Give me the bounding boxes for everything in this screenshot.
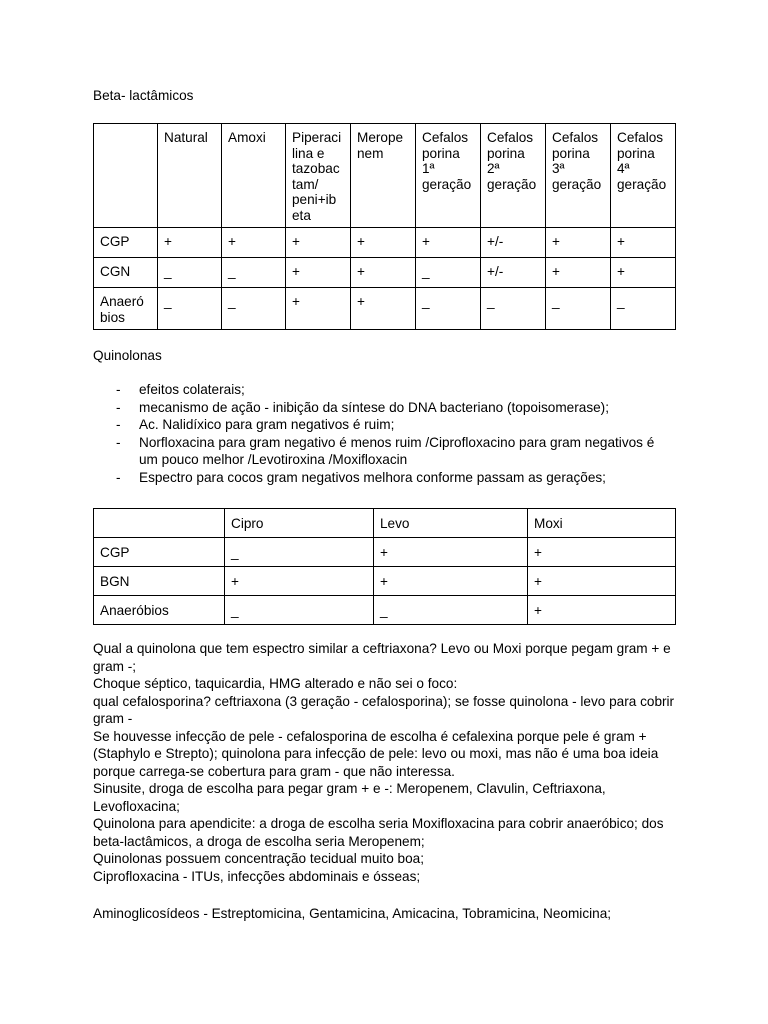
table-row xyxy=(94,288,676,330)
table-row xyxy=(94,596,676,625)
table-cell: Anaeróbios xyxy=(94,596,225,625)
table-cell: + xyxy=(286,288,351,330)
table-cell: CGN xyxy=(94,258,158,288)
table-cell: + xyxy=(351,228,416,258)
table-cell: + xyxy=(374,538,528,567)
table-cell xyxy=(94,509,225,538)
note-paragraph: Qual a quinolona que tem espectro similar a ceftriaxona? Levo ou Moxi porque pegam gram + e gram -; xyxy=(93,641,671,674)
note-paragraph: Quinolona para apendicite: a droga de escolha seria Moxifloxacina para cobrir anaeróbico; dos beta-lactâmicos, a droga de escolha seria Meropenem; xyxy=(93,816,664,849)
list-item: - efeitos colaterais; xyxy=(93,381,675,399)
table-cell: Anaeró bios xyxy=(94,288,158,330)
aminoglicosideos-line: Aminoglicosídeos - Estreptomicina, Gentamicina, Amicacina, Tobramicina, Neomicina; xyxy=(93,906,612,921)
table-header-cell: Moxi xyxy=(528,509,676,538)
table-row xyxy=(94,567,676,596)
table-cell: _ xyxy=(158,258,222,288)
table-cell: + xyxy=(374,567,528,596)
note-paragraph: Sinusite, droga de escolha para pegar gram + e -: Meropenem, Clavulin, Ceftriaxona, Levofloxacina; xyxy=(93,781,606,814)
note-paragraph: Quinolonas possuem concentração tecidual muito boa; xyxy=(93,851,424,866)
table-cell: _ xyxy=(374,596,528,625)
note-paragraph: Ciprofloxacina - ITUs, infecções abdominais e ósseas; xyxy=(93,868,421,884)
table-header-cell: Cefalos porina 2ª geração xyxy=(481,124,546,228)
table-cell: _ xyxy=(158,288,222,330)
quinolonas-bullet-list xyxy=(93,381,675,486)
table-cell: + xyxy=(611,258,676,288)
table-header-cell: Cefalos porina 4ª geração xyxy=(611,124,676,228)
list-item: - Espectro para cocos gram negativos melhora conforme passam as gerações; xyxy=(93,469,675,487)
table-cell: + xyxy=(351,288,416,330)
table-cell: + xyxy=(416,228,481,258)
note-paragraph: Choque séptico, taquicardia, HMG alterado e não sei o foco: xyxy=(93,676,458,691)
beta-lactamicos-table xyxy=(93,123,676,330)
table-cell: +/- xyxy=(481,228,546,258)
table-cell: + xyxy=(225,567,374,596)
table-header-row xyxy=(94,509,676,538)
table-cell: _ xyxy=(481,288,546,330)
table-cell: + xyxy=(611,228,676,258)
table-cell: + xyxy=(286,228,351,258)
table-header-cell: Cipro xyxy=(225,509,374,538)
table-cell: _ xyxy=(416,288,481,330)
table-header-cell: Natural xyxy=(158,124,222,228)
table-cell: + xyxy=(528,567,676,596)
section-title-quinolonas: Quinolonas xyxy=(93,348,162,363)
note-paragraph: qual cefalosporina? ceftriaxona (3 geração - cefalosporina); se fosse quinolona - levo para cobrir gram - xyxy=(93,693,675,726)
table-header-cell: Cefalos porina 1ª geração xyxy=(416,124,481,228)
table-cell: _ xyxy=(225,538,374,567)
table-header-cell: Merope nem xyxy=(351,124,416,228)
table-cell: + xyxy=(528,596,676,625)
table-row xyxy=(94,228,676,258)
table-header-row xyxy=(94,124,676,228)
table-cell: + xyxy=(286,258,351,288)
table-cell: + xyxy=(546,228,611,258)
table-cell: _ xyxy=(546,288,611,330)
table-cell: +/- xyxy=(481,258,546,288)
table-cell xyxy=(94,124,158,228)
table-cell: + xyxy=(351,258,416,288)
table-cell: _ xyxy=(416,258,481,288)
table-header-cell: Levo xyxy=(374,509,528,538)
table-cell: + xyxy=(546,258,611,288)
table-cell: BGN xyxy=(94,567,225,596)
table-header-cell: Amoxi xyxy=(222,124,286,228)
table-cell: _ xyxy=(222,288,286,330)
table-cell: CGP xyxy=(94,538,225,567)
table-cell: + xyxy=(158,228,222,258)
table-cell: CGP xyxy=(94,228,158,258)
note-paragraph: Se houvesse infecção de pele - cefalosporina de escolha é cefalexina porque pele é gram + (Staphylo e Strepto); quinolona para infecção de pele: levo ou moxi, mas não é uma boa ideia porque carrega-se cobertura para gram - que não interessa. xyxy=(93,728,659,779)
list-item: - Ac. Nalidíxico para gram negativos é ruim; xyxy=(93,416,675,434)
table-cell: _ xyxy=(225,596,374,625)
list-item: - Norfloxacina para gram negativo é menos ruim /Ciprofloxacino para gram negativos é um pouco melhor /Levotiroxina /Moxifloxacin xyxy=(93,434,675,469)
table-row xyxy=(94,258,676,288)
table-header-cell: Cefalos porina 3ª geração xyxy=(546,124,611,228)
table-header-cell: Piperaci lina e tazobac tam/ peni+ib eta xyxy=(286,124,351,228)
table-cell: + xyxy=(528,538,676,567)
table-cell: + xyxy=(222,228,286,258)
table-row xyxy=(94,538,676,567)
table-cell: _ xyxy=(611,288,676,330)
list-item: - mecanismo de ação - inibição da síntese do DNA bacteriano (topoisomerase); xyxy=(93,399,675,417)
section-title-beta-lactamicos: Beta- lactâmicos xyxy=(93,88,194,103)
table-cell: _ xyxy=(222,258,286,288)
notes-block xyxy=(93,640,675,885)
quinolonas-table xyxy=(93,508,676,625)
